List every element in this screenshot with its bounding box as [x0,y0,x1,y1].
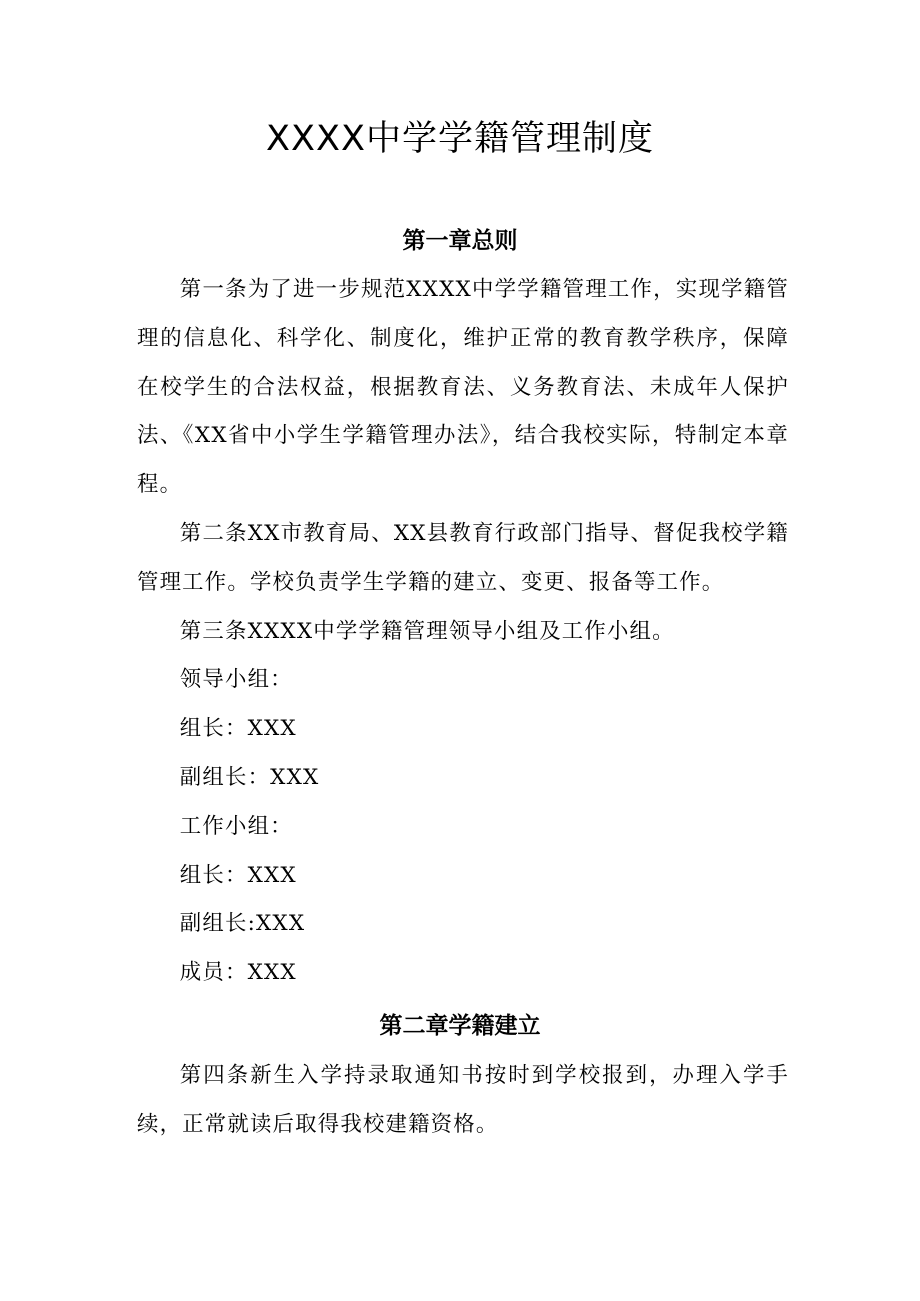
working-group-leader: 组长：XXX [179,862,297,888]
working-group-members: 成员：XXX [179,960,297,986]
working-group-label: 工作小组： [179,813,293,839]
leading-group-leader: 组长：XXX [179,716,297,742]
article-3: 第三条XXXX中学学籍管理领导小组及工作小组。 [179,618,675,644]
working-group-deputy: 副组长:XXX [179,911,306,937]
chapter-2-heading: 第二章学籍建立 [379,1013,541,1039]
article-1: 第一条为了进一步规范XXXX中学学籍管理工作，实现学籍管理的信息化、科学化、制度化，维护正常的教育教学秩序，保障在校学生的合法权益，根据教育法、义务教育法、未成年人保护法、《XX省中小学生学籍管理办法》，结合我校实际，特制定本章程。 [137,277,789,498]
leading-group-label: 领导小组： [179,667,293,693]
document-title: XXXX中学学籍管理制度 [266,119,654,159]
chapter-2-body [137,1052,789,1150]
chapter-1-heading: 第一章总则 [402,228,518,254]
article-2: 第二条XX市教育局、XX县教育行政部门指导、督促我校学籍管理工作。学校负责学生学籍的建立、变更、报备等工作。 [137,520,789,595]
article-4: 第四条新生入学持录取通知书按时到学校报到，办理入学手续，正常就读后取得我校建籍资格。 [137,1063,789,1137]
chapter-1-body [137,266,789,998]
leading-group-deputy: 副组长：XXX [179,764,320,790]
